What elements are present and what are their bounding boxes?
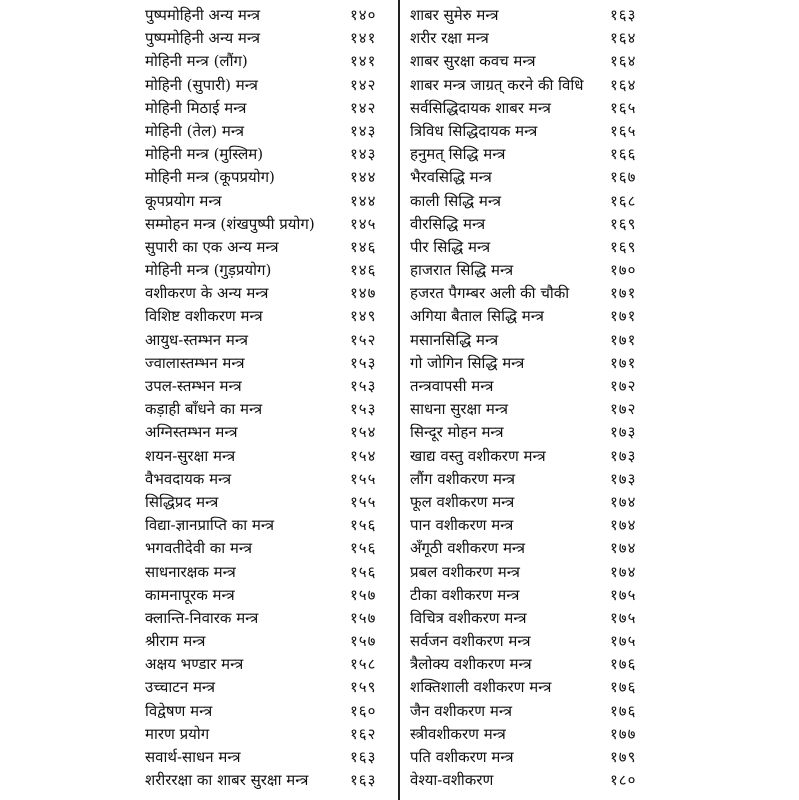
contents-entry	[410, 700, 660, 723]
entry-page-number: १४६	[350, 237, 377, 256]
contents-entry	[410, 746, 660, 769]
entry-page-number: १७०	[610, 261, 637, 280]
entry-page-number: १७३	[610, 469, 637, 488]
entry-title: काली सिद्धि मन्त्र	[410, 191, 502, 210]
entry-page-number: १७५	[610, 585, 637, 604]
contents-entry	[145, 375, 390, 398]
contents-entry	[410, 143, 660, 166]
contents-entry	[410, 398, 660, 421]
contents-entry	[410, 537, 660, 560]
entry-page-number: १४६	[350, 261, 377, 280]
entry-title: शाबर सुमेरु मन्त्र	[410, 6, 499, 24]
contents-entry	[145, 74, 390, 97]
contents-entry	[145, 352, 390, 375]
entry-title: पीर सिद्धि मन्त्र	[410, 237, 491, 256]
entry-title: विद्वेषण मन्त्र	[145, 701, 213, 720]
contents-entry	[410, 561, 660, 584]
contents-entry	[410, 584, 660, 607]
contents-column-right	[410, 4, 660, 792]
entry-title: साधनारक्षक मन्त्र	[145, 562, 236, 581]
contents-entry	[410, 723, 660, 746]
entry-title: हनुमत् सिद्धि मन्त्र	[410, 145, 506, 164]
entry-page-number: १७९	[610, 748, 637, 766]
entry-page-number: १६९	[610, 214, 637, 233]
entry-page-number: १५७	[350, 632, 377, 651]
entry-page-number: १७३	[610, 423, 637, 442]
entry-page-number: १७१	[610, 353, 637, 372]
contents-entry	[145, 398, 390, 421]
contents-entry	[145, 537, 390, 560]
entry-title: क्लान्ति-निवारक मन्त्र	[145, 608, 259, 627]
entry-page-number: १५५	[350, 469, 377, 488]
entry-title: श्रीराम मन्त्र	[145, 632, 206, 651]
entry-page-number: १७४	[610, 492, 637, 511]
entry-title: जैन वशीकरण मन्त्र	[410, 701, 513, 720]
entry-title: पुष्पमोहिनी अन्य मन्त्र	[145, 29, 261, 48]
entry-page-number: १७७	[610, 724, 637, 743]
contents-entry	[145, 143, 390, 166]
entry-title: शयन-सुरक्षा मन्त्र	[145, 446, 236, 465]
entry-page-number: १६३	[350, 748, 377, 766]
entry-page-number: १५८	[350, 655, 377, 674]
entry-page-number: १८०	[610, 771, 637, 790]
contents-entry	[410, 445, 660, 468]
contents-entry	[145, 445, 390, 468]
contents-entry	[145, 329, 390, 352]
entry-title: हजरत पैगम्बर अली की चौकी	[410, 284, 570, 303]
entry-title: भगवतीदेवी का मन्त्र	[145, 539, 253, 558]
entry-title: उपल-स्तम्भन मन्त्र	[145, 377, 242, 395]
contents-column-left	[145, 4, 390, 792]
entry-title: विचित्र वशीकरण मन्त्र	[410, 608, 527, 627]
contents-entry	[145, 421, 390, 444]
entry-page-number: १७२	[610, 377, 637, 395]
entry-title: शरीररक्षा का शाबर सुरक्षा मन्त्र	[145, 771, 309, 790]
entry-page-number: १७५	[610, 608, 637, 627]
entry-page-number: १६४	[610, 75, 637, 94]
entry-title: सिन्दूर मोहन मन्त्र	[410, 423, 504, 442]
contents-entry	[410, 166, 660, 189]
contents-entry	[410, 769, 660, 792]
entry-title: मोहिनी मिठाई मन्त्र	[145, 98, 247, 117]
contents-entry	[145, 50, 390, 73]
entry-page-number: १६६	[610, 145, 637, 164]
entry-page-number: १७६	[610, 701, 637, 720]
entry-title: प्रबल वशीकरण मन्त्र	[410, 562, 520, 581]
entry-page-number: १७१	[610, 330, 637, 349]
entry-title: अँगूठी वशीकरण मन्त्र	[410, 539, 526, 558]
entry-page-number: १४२	[350, 75, 377, 94]
contents-entry	[410, 352, 660, 375]
contents-entry	[145, 236, 390, 259]
entry-page-number: १४४	[350, 168, 377, 187]
entry-title: शरीर रक्षा मन्त्र	[410, 29, 489, 48]
entry-page-number: १५६	[350, 562, 377, 581]
entry-page-number: १७४	[610, 562, 637, 581]
contents-entry	[410, 282, 660, 305]
entry-page-number: १६७	[610, 168, 637, 187]
contents-entry	[410, 4, 660, 27]
entry-title: मारण प्रयोग	[145, 724, 210, 743]
entry-title: खाद्य वस्तु वशीकरण मन्त्र	[410, 446, 546, 465]
entry-title: भैरवसिद्धि मन्त्र	[410, 168, 492, 187]
contents-entry	[145, 282, 390, 305]
entry-title: त्रिविध सिद्धिदायक मन्त्र	[410, 121, 538, 140]
entry-page-number: १५७	[350, 585, 377, 604]
entry-title: वैभवदायक मन्त्र	[145, 469, 232, 488]
entry-title: अगिया बैताल सिद्धि मन्त्र	[410, 307, 544, 326]
entry-page-number: १५६	[350, 539, 377, 558]
entry-page-number: १७६	[610, 655, 637, 674]
contents-entry	[145, 723, 390, 746]
entry-title: फूल वशीकरण मन्त्र	[410, 492, 515, 511]
entry-page-number: १५३	[350, 377, 377, 395]
contents-entry	[410, 676, 660, 699]
entry-title: सम्मोहन मन्त्र (शंखपुष्पी प्रयोग)	[145, 214, 315, 233]
entry-page-number: १७६	[610, 678, 637, 697]
contents-entry	[410, 329, 660, 352]
contents-entry	[145, 653, 390, 676]
entry-title: सर्वसिद्धिदायक शाबर मन्त्र	[410, 98, 551, 117]
contents-entry	[145, 700, 390, 723]
entry-title: पान वशीकरण मन्त्र	[410, 516, 514, 535]
entry-page-number: १५६	[350, 516, 377, 535]
entry-page-number: १७१	[610, 284, 637, 303]
contents-entry	[410, 375, 660, 398]
entry-title: सवार्थ-साधन मन्त्र	[145, 748, 241, 766]
entry-page-number: १५५	[350, 492, 377, 511]
entry-page-number: १४३	[350, 145, 377, 164]
entry-page-number: १५४	[350, 423, 377, 442]
entry-page-number: १४१	[350, 29, 377, 48]
entry-page-number: १५३	[350, 353, 377, 372]
entry-page-number: १५२	[350, 330, 377, 349]
entry-title: सिद्धिप्रद मन्त्र	[145, 492, 219, 511]
entry-page-number: १६५	[610, 121, 637, 140]
contents-entry	[145, 468, 390, 491]
entry-page-number: १६४	[610, 29, 637, 48]
entry-title: शाबर सुरक्षा कवच मन्त्र	[410, 52, 536, 71]
entry-title: मोहिनी मन्त्र (मुस्लिम)	[145, 145, 264, 164]
contents-entry	[410, 190, 660, 213]
entry-page-number: १५४	[350, 446, 377, 465]
entry-page-number: १६५	[610, 98, 637, 117]
entry-title: कामनापूरक मन्त्र	[145, 585, 235, 604]
entry-title: विद्या-ज्ञानप्राप्ति का मन्त्र	[145, 516, 274, 535]
entry-page-number: १७१	[610, 307, 637, 326]
contents-entry	[410, 236, 660, 259]
contents-entry	[145, 120, 390, 143]
entry-title: वशीकरण के अन्य मन्त्र	[145, 284, 269, 303]
contents-entry	[410, 120, 660, 143]
entry-title: मोहिनी मन्त्र (कूपप्रयोग)	[145, 168, 275, 187]
contents-entry	[145, 514, 390, 537]
contents-entry	[145, 769, 390, 792]
entry-title: सर्वजन वशीकरण मन्त्र	[410, 632, 531, 651]
entry-page-number: १६०	[350, 701, 377, 720]
entry-title: मसानसिद्धि मन्त्र	[410, 330, 499, 349]
contents-entry	[410, 653, 660, 676]
contents-entry	[145, 607, 390, 630]
entry-page-number: १६९	[610, 237, 637, 256]
entry-page-number: १६८	[610, 191, 637, 210]
column-divider	[398, 0, 400, 800]
entry-page-number: १५३	[350, 400, 377, 419]
contents-entry	[410, 468, 660, 491]
contents-entry	[145, 746, 390, 769]
contents-entry	[410, 259, 660, 282]
entry-page-number: १७४	[610, 516, 637, 535]
contents-entry	[145, 190, 390, 213]
contents-entry	[145, 97, 390, 120]
entry-page-number: १४१	[350, 52, 377, 71]
entry-title: ज्वालास्तम्भन मन्त्र	[145, 353, 245, 372]
contents-entry	[410, 514, 660, 537]
entry-title: मोहिनी मन्त्र (लौंग)	[145, 52, 248, 71]
entry-title: अग्निस्तम्भन मन्त्र	[145, 423, 238, 442]
entry-title: वीरसिद्धि मन्त्र	[410, 214, 486, 233]
contents-entry	[410, 74, 660, 97]
entry-page-number: १४३	[350, 121, 377, 140]
entry-title: पुष्पमोहिनी अन्य मन्त्र	[145, 6, 261, 24]
contents-entry	[410, 491, 660, 514]
entry-page-number: १६२	[350, 724, 377, 743]
entry-title: टीका वशीकरण मन्त्र	[410, 585, 520, 604]
entry-title: विशिष्ट वशीकरण मन्त्र	[145, 307, 263, 326]
entry-title: तन्त्रवापसी मन्त्र	[410, 377, 494, 395]
entry-page-number: १६३	[610, 6, 637, 24]
contents-entry	[410, 213, 660, 236]
entry-page-number: १५७	[350, 608, 377, 627]
contents-entry	[410, 27, 660, 50]
entry-page-number: १४२	[350, 98, 377, 117]
contents-entry	[145, 676, 390, 699]
entry-title: शक्तिशाली वशीकरण मन्त्र	[410, 678, 552, 697]
contents-entry	[410, 97, 660, 120]
entry-title: मोहिनी (सुपारी) मन्त्र	[145, 75, 258, 94]
contents-entry	[145, 491, 390, 514]
entry-page-number: १४९	[350, 307, 377, 326]
entry-page-number: १५९	[350, 678, 377, 697]
entry-title: हाजरात सिद्धि मन्त्र	[410, 261, 514, 280]
entry-page-number: १७२	[610, 400, 637, 419]
entry-title: अक्षय भण्डार मन्त्र	[145, 655, 244, 674]
entry-title: त्रैलोक्य वशीकरण मन्त्र	[410, 655, 532, 674]
entry-page-number: १४७	[350, 284, 377, 303]
contents-entry	[410, 607, 660, 630]
entry-page-number: १६४	[610, 52, 637, 71]
entry-page-number: १४४	[350, 191, 377, 210]
contents-entry	[410, 630, 660, 653]
entry-title: मोहिनी (तेल) मन्त्र	[145, 121, 245, 140]
contents-entry	[145, 305, 390, 328]
entry-title: शाबर मन्त्र जाग्रत् करने की विधि	[410, 75, 584, 94]
entry-title: साधना सुरक्षा मन्त्र	[410, 400, 509, 419]
entry-page-number: १७३	[610, 446, 637, 465]
contents-entry	[145, 166, 390, 189]
contents-entry	[145, 630, 390, 653]
entry-title: सुपारी का एक अन्य मन्त्र	[145, 237, 279, 256]
contents-entry	[145, 584, 390, 607]
entry-page-number: १४०	[350, 6, 377, 24]
entry-page-number: १४५	[350, 214, 377, 233]
contents-entry	[410, 421, 660, 444]
entry-page-number: १६३	[350, 771, 377, 790]
entry-title: लौंग वशीकरण मन्त्र	[410, 469, 516, 488]
contents-entry	[145, 259, 390, 282]
contents-entry	[145, 213, 390, 236]
entry-title: गो जोगिन सिद्धि मन्त्र	[410, 353, 525, 372]
contents-entry	[410, 305, 660, 328]
entry-title: स्त्रीवशीकरण मन्त्र	[410, 724, 506, 743]
entry-title: वेश्या-वशीकरण	[410, 771, 494, 790]
contents-entry	[410, 50, 660, 73]
contents-entry	[145, 27, 390, 50]
entry-title: कड़ाही बाँधने का मन्त्र	[145, 400, 263, 419]
entry-title: कूपप्रयोग मन्त्र	[145, 191, 222, 210]
entry-title: पति वशीकरण मन्त्र	[410, 748, 514, 766]
contents-entry	[145, 4, 390, 27]
entry-page-number: १७५	[610, 632, 637, 651]
entry-title: उच्चाटन मन्त्र	[145, 678, 216, 697]
entry-title: मोहिनी मन्त्र (गुड़प्रयोग)	[145, 261, 272, 280]
entry-page-number: १७४	[610, 539, 637, 558]
entry-title: आयुध-स्तम्भन मन्त्र	[145, 330, 248, 349]
contents-entry	[145, 561, 390, 584]
